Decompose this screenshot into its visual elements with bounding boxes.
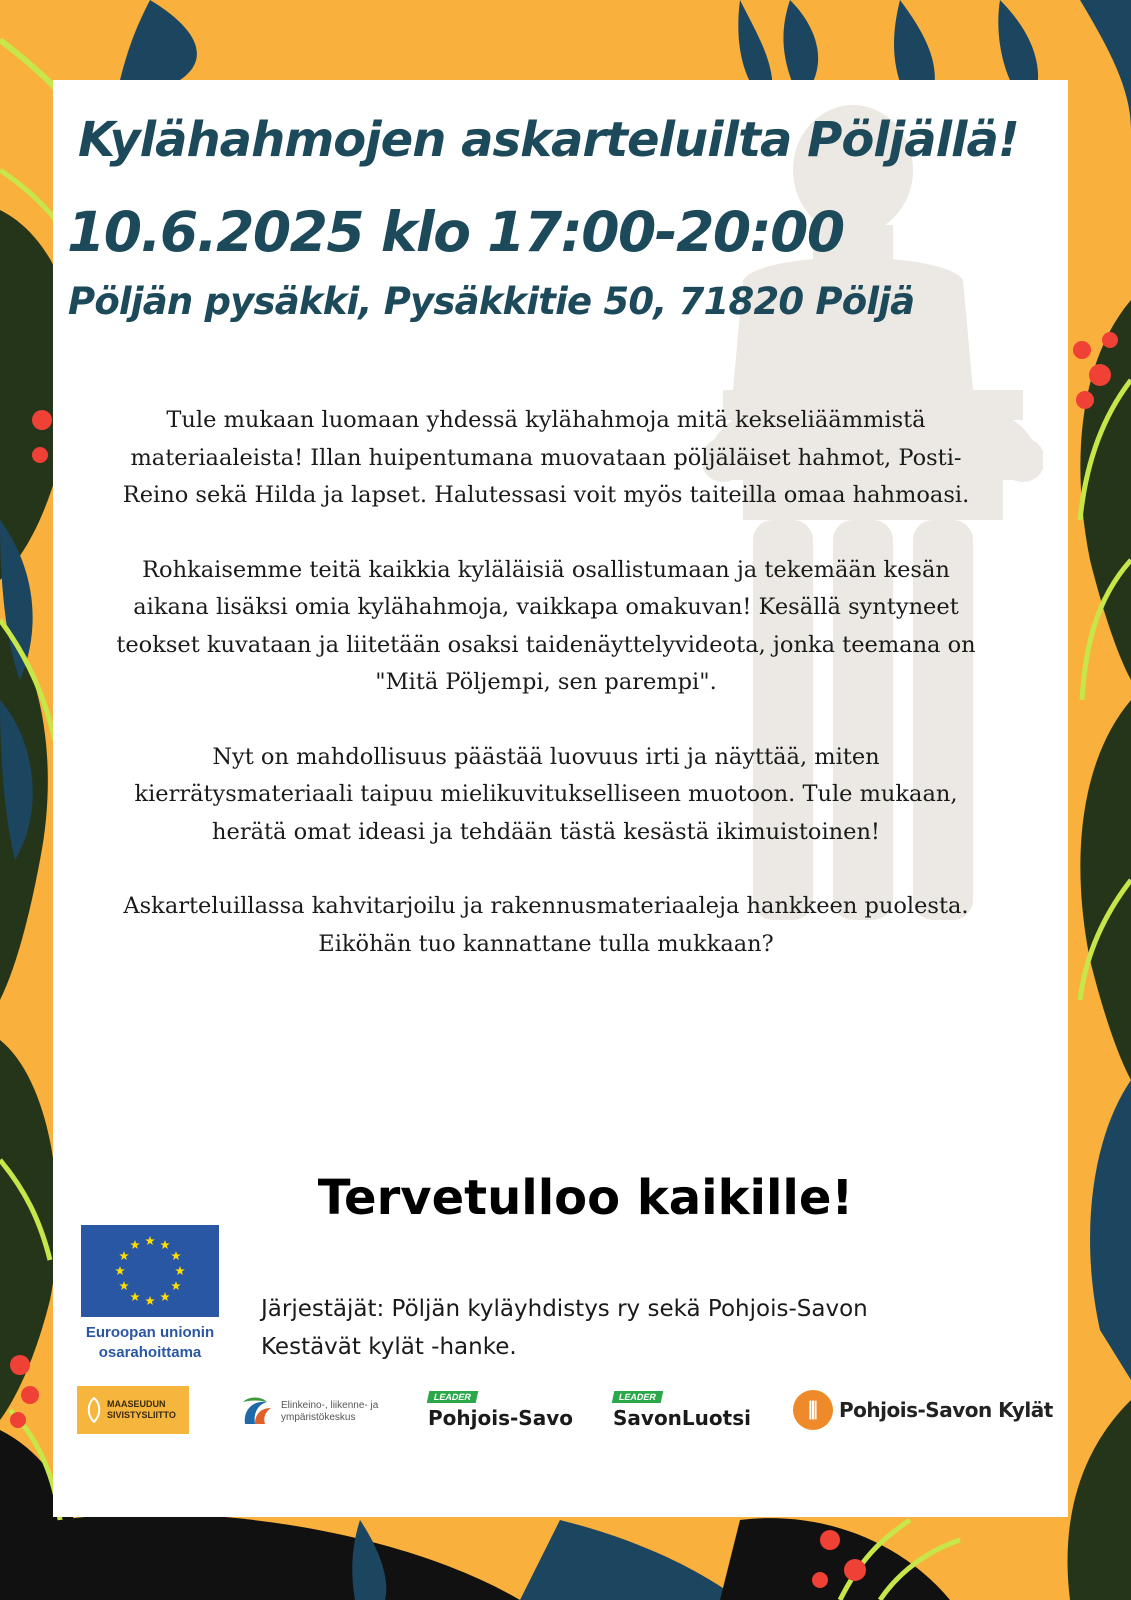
pohjois-savon-kylat-logo: ⫼ Pohjois-Savon Kylät xyxy=(793,1388,1053,1432)
paragraph: Rohkaisemme teitä kaikkia kyläläisiä osallistumaan ja tekemään kesän aikana lisäksi omia kylähahmoja, vaikkapa omakuvan! Kesällä syntyneet teokset kuvataan ja liitetään osaksi taidenäyttelyvideota, jonka teemana on "Mitä Pöljempi, sen parempi". xyxy=(116,556,976,695)
leader-pohjois-savo-logo: LEADER Pohjois-Savo xyxy=(428,1392,573,1430)
paragraph: Nyt on mahdollisuus päästää luovuus irti ja näyttää, miten kierrätysmateriaali taipuu mielikuvitukselliseen muotoon. Tule mukaan, herätä omat ideasi ja tehdään tästä kesästä ikimuistoinen! xyxy=(134,743,958,845)
ely-keskus-logo: Elinkeino-, liikenne- ja ympäristökeskus xyxy=(239,1392,378,1432)
poster-card xyxy=(53,80,1068,1517)
leader-savonluotsi-logo: LEADER SavonLuotsi xyxy=(613,1392,751,1430)
event-title: Kylähahmojen askarteluilta Pöljällä! xyxy=(78,112,1019,168)
leaf-icon xyxy=(85,1397,103,1423)
eu-flag-icon xyxy=(81,1225,219,1317)
maaseudun-sivistysliitto-logo: MAASEUDUN SIVISTYSLIITTO xyxy=(77,1386,189,1434)
leader-tag: LEADER xyxy=(427,1391,479,1403)
welcome-heading: Tervetulloo kaikille! xyxy=(317,1170,854,1226)
organizers-text: Järjestäjät: Pöljän kyläyhdistys ry sekä Pohjois-Savon Kestävät kylät -hanke. xyxy=(261,1296,868,1360)
paragraph: Tule mukaan luomaan yhdessä kylähahmoja mitä kekseliäämmistä materiaaleista! Illan huipentumana muovataan pöljäläiset hahmot, Posti-Reino sekä Hilda ja lapset. Halutessasi voit myös taiteilla omaa hahmoasi. xyxy=(122,407,970,508)
kylat-emblem-icon: ⫼ xyxy=(793,1390,833,1430)
event-datetime: 10.6.2025 klo 17:00-20:00 xyxy=(67,200,844,264)
closing-line: Askarteluillassa kahvitarjoilu ja rakennusmateriaaleja hankkeen puolesta. xyxy=(123,893,969,919)
ely-swirl-icon xyxy=(239,1394,275,1430)
eu-funding-text: Euroopan unionin osarahoittama xyxy=(85,1324,215,1361)
event-description xyxy=(116,402,976,963)
leader-tag: LEADER xyxy=(612,1391,664,1403)
event-location: Pöljän pysäkki, Pysäkkitie 50, 71820 Pöljä xyxy=(68,280,915,323)
closing-question: Eiköhän tuo kannattane tulla mukkaan? xyxy=(318,930,774,957)
